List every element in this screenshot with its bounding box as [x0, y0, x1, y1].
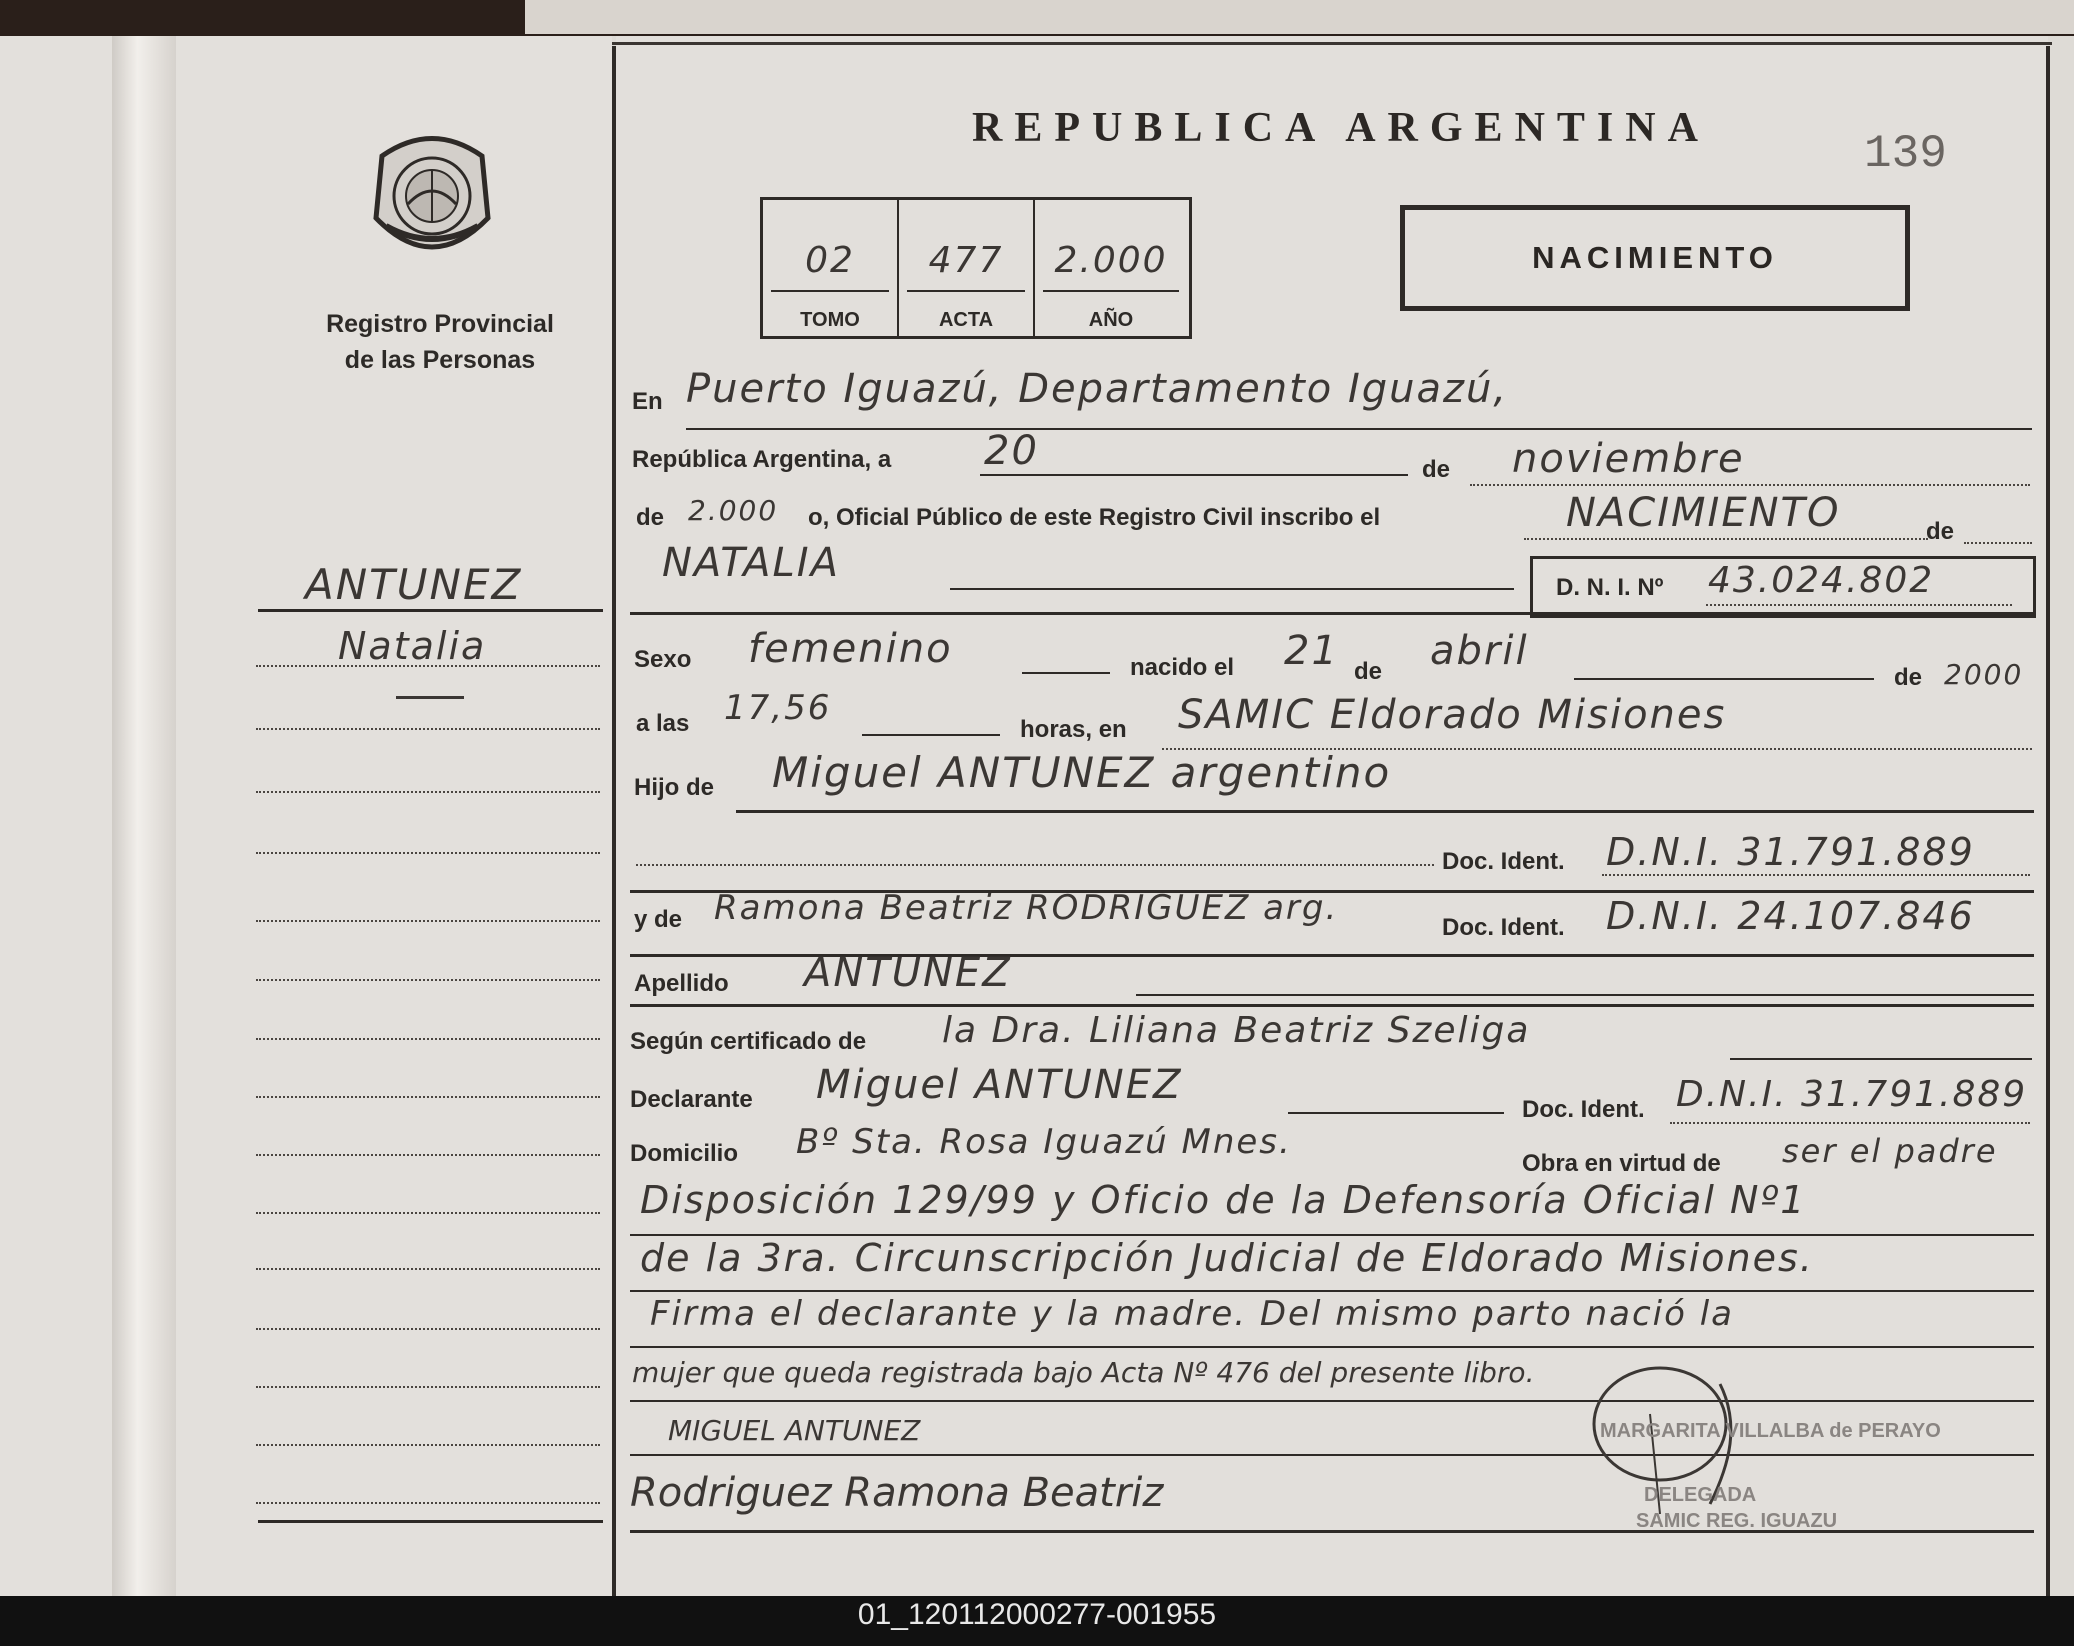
- birth-year-value: 2000: [1944, 658, 2024, 691]
- registry-office-line2: de las Personas: [344, 346, 536, 374]
- birth-year-de-label: de: [1894, 664, 1923, 691]
- provincia-misiones-seal-icon: [362, 126, 502, 276]
- domicilio-value: Bº Sta. Rosa Iguazú Mnes.: [796, 1122, 1292, 1162]
- margin-line: [256, 665, 600, 667]
- birth-de-label: de: [1354, 658, 1383, 685]
- stamp-line1: MARGARITA VILLALBA de PERAYO: [1600, 1420, 1941, 1442]
- day-rule: [980, 474, 1408, 476]
- birth-month-rule: [1574, 678, 1874, 680]
- certificate-value: la Dra. Liliana Beatriz Szeliga: [942, 1010, 1531, 1051]
- margin-line: [256, 1268, 600, 1270]
- en-label: En: [632, 388, 663, 415]
- day-value: 20: [984, 428, 1039, 474]
- margin-line: [256, 1386, 600, 1388]
- father-rule: [736, 810, 2034, 813]
- margin-line: [256, 1444, 600, 1446]
- ano-label: AÑO: [1088, 309, 1134, 331]
- dni-label: D. N. I. Nº: [1556, 574, 1664, 601]
- observation-line4: mujer que queda registrada bajo Acta Nº 476 del presente libro.: [632, 1356, 1535, 1389]
- observation-line3: Firma el declarante y la madre. Del mismo parto nació la: [650, 1294, 1734, 1334]
- official-stamp: [1570, 1364, 1970, 1534]
- republica-label: República Argentina, a: [632, 446, 892, 473]
- margin-line: [256, 979, 600, 981]
- margin-name: Natalia: [338, 624, 487, 668]
- event-rule: [1524, 538, 1928, 540]
- segun-label: Según certificado de: [630, 1028, 867, 1055]
- declarante-doc-label: Doc. Ident.: [1522, 1096, 1645, 1123]
- year-value: 2.000: [688, 494, 779, 527]
- mother-doc-label: Doc. Ident.: [1442, 914, 1565, 941]
- ano-cell: [1035, 200, 1187, 336]
- child-name-value: NATALIA: [662, 540, 840, 586]
- margin-rule: [258, 609, 603, 612]
- country-title: REPUBLICA ARGENTINA: [972, 105, 1710, 151]
- tomo-label: TOMO: [800, 309, 860, 331]
- top-rule: [612, 42, 2052, 45]
- obra-label: Obra en virtud de: [1522, 1150, 1721, 1177]
- acta-value: 477: [928, 240, 1004, 281]
- signature-father: MIGUEL ANTUNEZ: [668, 1414, 921, 1447]
- stamp-line2: DELEGADA: [1644, 1484, 1757, 1506]
- sexo-rule: [1022, 672, 1110, 674]
- margin-surname: ANTUNEZ: [305, 560, 523, 609]
- acta-rule: [907, 290, 1025, 292]
- ano-rule: [1043, 290, 1179, 292]
- margin-dash: [396, 696, 464, 699]
- father-doc-left-rule: [636, 864, 1434, 866]
- mother-value: Ramona Beatriz RODRIGUEZ arg.: [714, 888, 1339, 928]
- stamp-line3: SAMIC REG. IGUAZU: [1636, 1510, 1838, 1532]
- dni-rule: [1706, 604, 2012, 606]
- dni-value: 43.024.802: [1708, 560, 1935, 601]
- right-edge-rule: [2046, 46, 2050, 1596]
- observation-line2: de la 3ra. Circunscripción Judicial de Eldorado Misiones.: [640, 1236, 1814, 1280]
- father-doc-label: Doc. Ident.: [1442, 848, 1565, 875]
- day-de-label: de: [1422, 456, 1451, 483]
- margin-bottom-rule: [258, 1520, 603, 1523]
- margin-line: [256, 1328, 600, 1330]
- certificate-rule: [1730, 1058, 2032, 1060]
- nacido-label: nacido el: [1130, 654, 1235, 681]
- book-spine: [112, 36, 176, 1596]
- mother-doc-value: D.N.I. 24.107.846: [1606, 894, 1975, 938]
- record-type-box: [1400, 205, 1910, 311]
- declarante-doc-rule: [1670, 1122, 2030, 1124]
- section-rule: [630, 612, 2034, 615]
- apellido-section-rule: [630, 1004, 2034, 1007]
- year-prefix-label: de: [636, 504, 665, 531]
- event-end-rule: [1964, 542, 2032, 544]
- father-doc-value: D.N.I. 31.791.889: [1606, 830, 1975, 874]
- center-rule: [612, 46, 616, 1596]
- birth-month-value: abril: [1430, 628, 1529, 674]
- hijo-label: Hijo de: [634, 774, 715, 801]
- observation-rule3: [630, 1346, 2034, 1348]
- place-value: Puerto Iguazú, Departamento Iguazú,: [686, 366, 1509, 412]
- sexo-value: femenino: [748, 626, 953, 672]
- father-doc-rule: [1602, 874, 2030, 876]
- declarante-doc-value: D.N.I. 31.791.889: [1676, 1074, 2028, 1115]
- birth-time-value: 17,56: [724, 688, 832, 728]
- registry-office-title: [290, 306, 590, 378]
- birth-day-value: 21: [1284, 628, 1339, 674]
- event-value: NACIMIENTO: [1566, 490, 1841, 536]
- tomo-value: 02: [805, 240, 855, 281]
- declarante-rule: [1288, 1112, 1504, 1114]
- apellido-value: ANTUNEZ: [804, 950, 1012, 996]
- domicilio-label: Domicilio: [630, 1140, 739, 1167]
- apellido-label: Apellido: [634, 970, 729, 997]
- margin-line: [256, 852, 600, 854]
- tomo-rule: [771, 290, 889, 292]
- tomo-cell: [763, 200, 899, 336]
- margin-line: [256, 1038, 600, 1040]
- event-de-label: de: [1926, 518, 1955, 545]
- a-las-label: a las: [636, 710, 690, 737]
- observation-line1: Disposición 129/99 y Oficio de la Defensoría Oficial Nº1: [640, 1178, 1807, 1222]
- margin-line: [256, 1502, 600, 1504]
- birth-place-value: SAMIC Eldorado Misiones: [1178, 692, 1727, 738]
- declarante-label: Declarante: [630, 1086, 753, 1113]
- horas-label: horas, en: [1020, 716, 1127, 743]
- apellido-rule: [1136, 994, 2034, 996]
- birth-time-rule: [862, 734, 1000, 736]
- obra-value: ser el padre: [1782, 1132, 1998, 1170]
- month-rule: [1470, 484, 2030, 486]
- place-rule: [686, 428, 2032, 430]
- margin-line: [256, 920, 600, 922]
- declarante-value: Miguel ANTUNEZ: [816, 1062, 1183, 1108]
- child-name-rule: [950, 588, 1514, 590]
- top-strip: [0, 0, 2074, 40]
- month-value: noviembre: [1512, 436, 1745, 482]
- acta-cell: [899, 200, 1035, 336]
- image-id: 01_120112000277-001955: [857, 1598, 1217, 1631]
- record-type-label: NACIMIENTO: [1532, 240, 1778, 275]
- margin-line: [256, 1096, 600, 1098]
- sexo-label: Sexo: [634, 646, 692, 673]
- folio-number: 139: [1864, 128, 1947, 180]
- margin-line: [256, 1154, 600, 1156]
- ano-value: 2.000: [1054, 240, 1168, 281]
- father-value: Miguel ANTUNEZ argentino: [772, 748, 1392, 797]
- margin-line: [256, 1212, 600, 1214]
- registry-office-line1: Registro Provincial: [326, 310, 554, 338]
- register-box: [760, 197, 1192, 339]
- acta-label: ACTA: [938, 309, 994, 331]
- margin-line: [256, 728, 600, 730]
- observation-rule2: [630, 1290, 2034, 1292]
- signature-mother: Rodriguez Ramona Beatriz: [630, 1470, 1164, 1516]
- top-strip-light: [525, 0, 2074, 34]
- left-page: [0, 36, 612, 1596]
- oficial-text: o, Oficial Público de este Registro Civil inscribo el: [808, 504, 1381, 531]
- y-de-label: y de: [634, 906, 683, 933]
- margin-line: [256, 791, 600, 793]
